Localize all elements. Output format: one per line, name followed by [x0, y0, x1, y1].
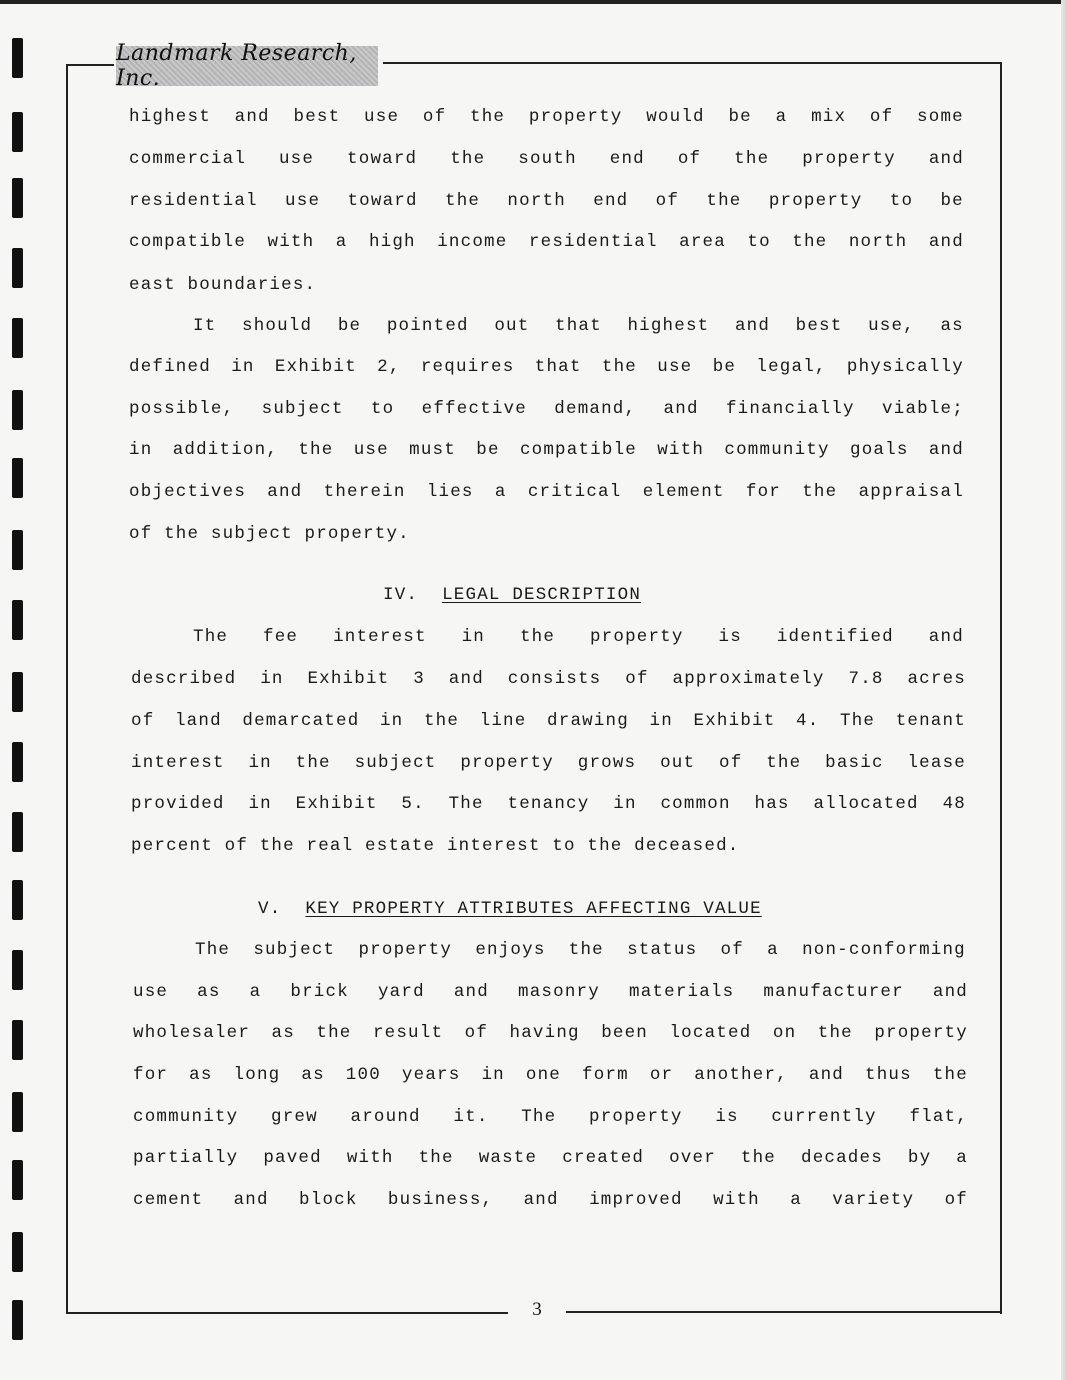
binding-hole — [12, 1020, 23, 1060]
binding-hole — [12, 1160, 23, 1200]
body-text-line: The subject property enjoys the status of a non-conforming — [195, 940, 966, 960]
binding-hole — [12, 1300, 23, 1340]
binding-holes — [0, 0, 30, 1380]
binding-hole — [12, 742, 23, 782]
letterhead-text: Landmark Research, Inc. — [116, 41, 357, 91]
section-heading-legal-description — [383, 584, 641, 606]
binding-hole — [12, 390, 23, 430]
binding-hole — [12, 950, 23, 990]
body-text-line: objectives and therein lies a critical element for the appraisal — [129, 482, 964, 502]
binding-hole — [12, 1092, 23, 1132]
binding-hole — [12, 812, 23, 852]
letterhead-logo — [116, 41, 378, 91]
frame-left-rule — [66, 64, 68, 1314]
body-text-line: community grew around it. The property is currently flat, — [133, 1107, 968, 1127]
section-heading-key-property-attributes — [258, 898, 762, 920]
page-right-edge — [1061, 0, 1067, 1380]
body-text-line: for as long as 100 years in one form or another, and thus the — [133, 1065, 968, 1085]
binding-hole — [12, 458, 23, 498]
section-title: LEGAL DESCRIPTION — [442, 585, 642, 605]
body-text-line: The fee interest in the property is identified and — [193, 627, 964, 647]
body-text-line: possible, subject to effective demand, and financially viable; — [129, 399, 964, 419]
binding-hole — [12, 248, 23, 288]
body-text-line: use as a brick yard and masonry materials manufacturer and — [133, 982, 968, 1002]
binding-hole — [12, 112, 23, 152]
body-text-line: wholesaler as the result of having been located on the property — [133, 1023, 968, 1043]
body-text-line: of land demarcated in the line drawing in Exhibit 4. The tenant — [131, 711, 966, 731]
frame-top-rule — [66, 64, 114, 66]
binding-hole — [12, 672, 23, 712]
body-text-line: highest and best use of the property would be a mix of some — [129, 107, 964, 127]
page-number: 3 — [532, 1299, 542, 1320]
body-text-line: percent of the real estate interest to the deceased. — [131, 836, 740, 856]
frame-top-rule — [383, 62, 1002, 64]
frame-bottom-rule — [566, 1311, 1002, 1313]
section-title: KEY PROPERTY ATTRIBUTES AFFECTING VALUE — [305, 899, 762, 919]
body-text-line: partially paved with the waste created over the decades by a — [133, 1148, 968, 1168]
binding-hole — [12, 880, 23, 920]
section-number: IV. — [383, 585, 419, 605]
body-text-line: interest in the subject property grows out of the basic lease — [131, 753, 966, 773]
binding-hole — [12, 38, 23, 78]
body-text-line: compatible with a high income residential area to the north and — [129, 232, 964, 252]
section-number: V. — [258, 899, 282, 919]
binding-hole — [12, 1232, 23, 1272]
body-text-line: defined in Exhibit 2, requires that the use be legal, physically — [129, 357, 964, 377]
body-text-line: cement and block business, and improved with a variety of — [133, 1190, 968, 1210]
body-text-line: in addition, the use must be compatible with community goals and — [129, 440, 964, 460]
body-text-line: of the subject property. — [129, 524, 410, 544]
body-text-line: provided in Exhibit 5. The tenancy in common has allocated 48 — [131, 794, 966, 814]
frame-bottom-rule — [66, 1312, 508, 1314]
binding-hole — [12, 318, 23, 358]
body-text-line: residential use toward the north end of the property to be — [129, 191, 964, 211]
frame-right-rule — [1000, 62, 1002, 1314]
binding-hole — [12, 600, 23, 640]
body-text-line: commercial use toward the south end of the property and — [129, 149, 964, 169]
binding-hole — [12, 178, 23, 218]
binding-hole — [12, 530, 23, 570]
body-text-line: It should be pointed out that highest and best use, as — [193, 316, 964, 336]
body-text-line: east boundaries. — [129, 275, 317, 295]
page-top-edge — [0, 0, 1067, 4]
body-text-line: described in Exhibit 3 and consists of approximately 7.8 acres — [131, 669, 966, 689]
